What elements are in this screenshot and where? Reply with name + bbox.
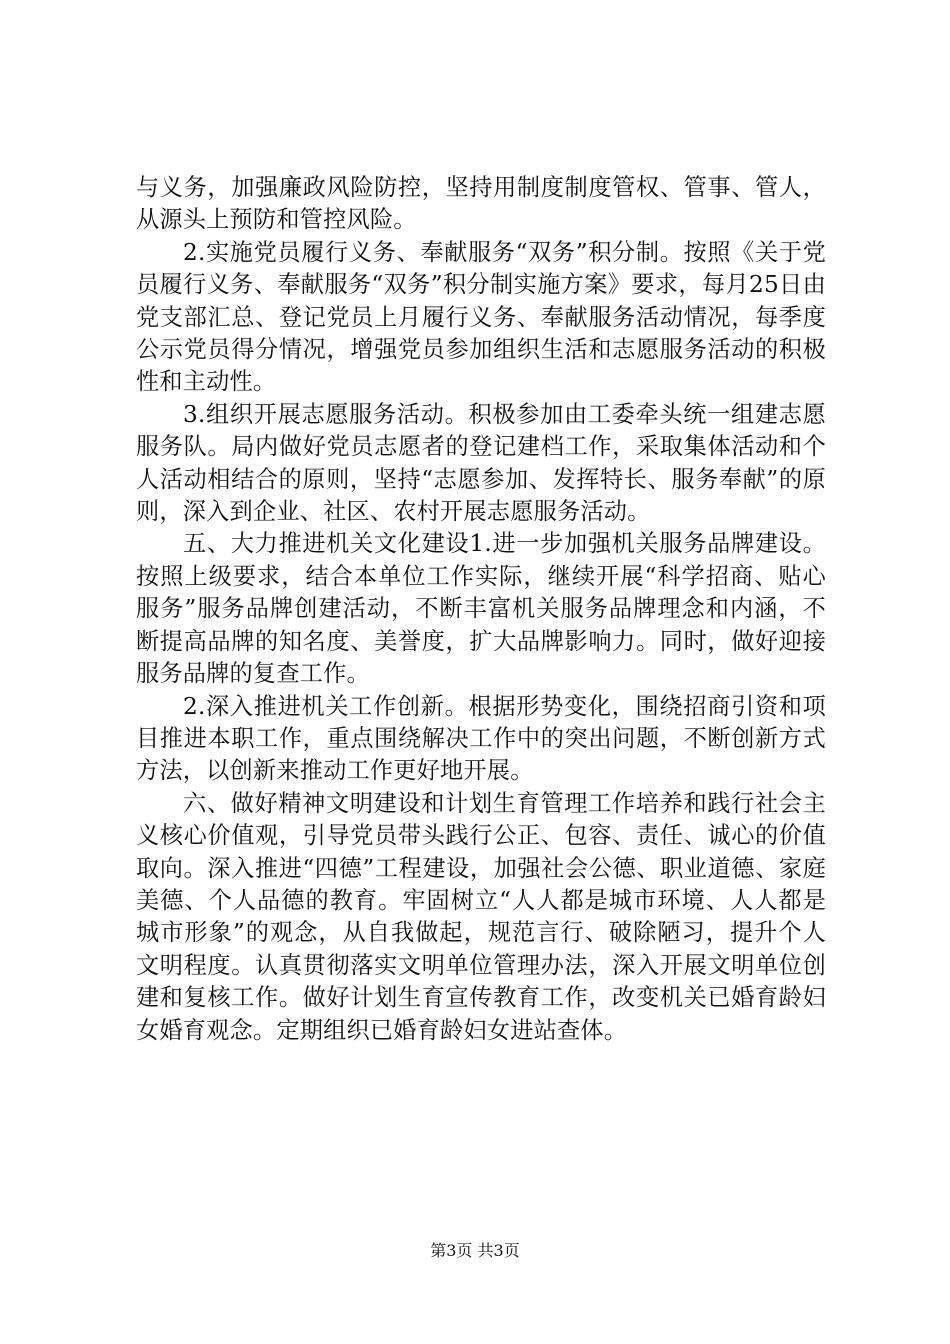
paragraph-1: 与义务，加强廉政风险防控，坚持用制度制度管权、管事、管人，从源头上预防和管控风险。 [136,174,826,234]
page-number-footer: 第3页 共3页 [430,1241,520,1260]
paragraph-4: 五、大力推进机关文化建设1.进一步加强机关服务品牌建设。按照上级要求，结合本单位工作实际，继续开展“科学招商、贴心服务”服务品牌创建活动，不断丰富机关服务品牌理念和内涵，不断提高品牌的知名度、美誉度，扩大品牌影响力。同时，做好迎接服务品牌的复查工作。 [136,530,826,688]
paragraph-5: 2.深入推进机关工作创新。根据形势变化，围绕招商引资和项目推进本职工作，重点围绕解决工作中的突出问题，不断创新方式方法，以创新来推动工作更好地开展。 [136,692,826,785]
document-body [136,172,826,1047]
paragraph-3: 3.组织开展志愿服务活动。积极参加由工委牵头统一组建志愿服务队。局内做好党员志愿者的登记建档工作，采取集体活动和个人活动相结合的原则，坚持“志愿参加、发挥特长、服务奉献”的原则，深入到企业、社区、农村开展志愿服务活动。 [136,400,826,526]
paragraph-2: 2.实施党员履行义务、奉献服务“双务”积分制。按照《关于党员履行义务、奉献服务“双务”积分制实施方案》要求，每月25日由党支部汇总、登记党员上月履行义务、奉献服务活动情况，每季度公示党员得分情况，增强党员参加组织生活和志愿服务活动的积极性和主动性。 [136,238,826,396]
paragraph-6: 六、做好精神文明建设和计划生育管理工作培养和践行社会主义核心价值观，引导党员带头践行公正、包容、责任、诚心的价值取向。深入推进“四德”工程建设，加强社会公德、职业道德、家庭美德、个人品德的教育。牢固树立“人人都是城市环境、人人都是城市形象”的观念，从自我做起，规范言行、破除陋习，提升个人文明程度。认真贯彻落实文明单位管理办法，深入开展文明单位创建和复核工作。做好计划生育宣传教育工作，改变机关已婚育龄妇女婚育观念。定期组织已婚育龄妇女进站查体。 [136,789,826,1044]
